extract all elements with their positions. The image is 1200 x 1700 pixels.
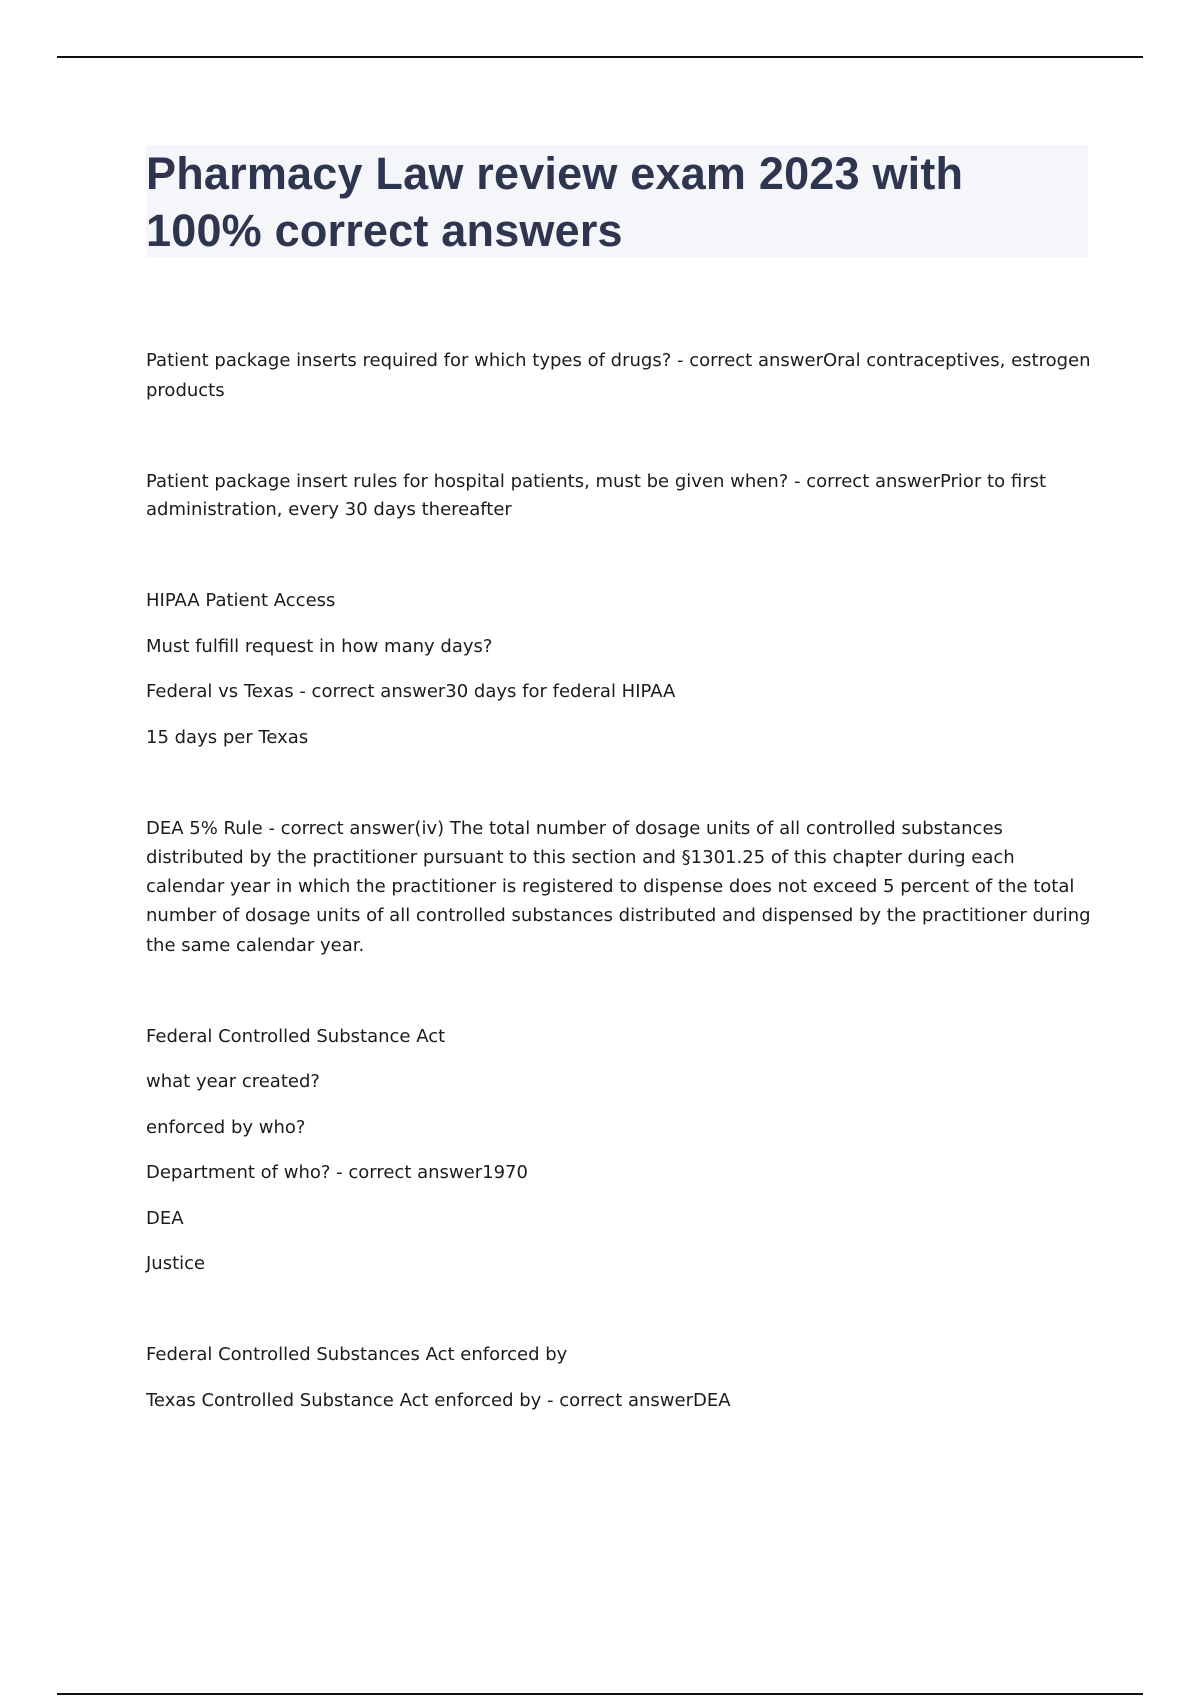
qa-line: Texas Controlled Substance Act enforced by - correct answerDEA bbox=[146, 1390, 731, 1411]
qa-line: Justice bbox=[146, 1253, 206, 1274]
qa-line: enforced by who? bbox=[146, 1117, 306, 1138]
qa-line: Federal vs Texas - correct answer30 days for federal HIPAA bbox=[146, 681, 676, 702]
bottom-rule bbox=[57, 1693, 1143, 1695]
qa-line: the same calendar year. bbox=[146, 935, 365, 956]
qa-line: calendar year in which the practitioner is registered to dispense does not exceed 5 percent of the total bbox=[146, 876, 1075, 897]
qa-line: DEA 5% Rule - correct answer(iv) The total number of dosage units of all controlled substances bbox=[146, 818, 1003, 839]
qa-line: DEA bbox=[146, 1208, 184, 1229]
title-line-1: Pharmacy Law review exam 2023 with bbox=[146, 148, 964, 199]
qa-line: 15 days per Texas bbox=[146, 727, 309, 748]
qa-line: number of dosage units of all controlled substances distributed and dispensed by the practitioner during bbox=[146, 905, 1091, 926]
qa-line: Patient package inserts required for which types of drugs? - correct answerOral contraceptives, estrogen bbox=[146, 350, 1091, 371]
title-line-2: 100% correct answers bbox=[146, 205, 623, 256]
qa-line: distributed by the practitioner pursuant to this section and §1301.25 of this chapter during each bbox=[146, 847, 1015, 868]
qa-line: Department of who? - correct answer1970 bbox=[146, 1162, 528, 1183]
qa-line: what year created? bbox=[146, 1071, 320, 1092]
title-banner bbox=[146, 145, 1088, 257]
qa-line: HIPAA Patient Access bbox=[146, 590, 336, 611]
qa-line: Federal Controlled Substances Act enforced by bbox=[146, 1344, 568, 1365]
qa-line: Patient package insert rules for hospital patients, must be given when? - correct answerPrior to first bbox=[146, 471, 1047, 492]
qa-line: Federal Controlled Substance Act bbox=[146, 1026, 446, 1047]
qa-line: Must fulfill request in how many days? bbox=[146, 636, 493, 657]
qa-line: administration, every 30 days thereafter bbox=[146, 499, 512, 520]
page-title bbox=[146, 145, 1088, 259]
top-rule bbox=[57, 56, 1143, 58]
qa-line: products bbox=[146, 380, 225, 401]
